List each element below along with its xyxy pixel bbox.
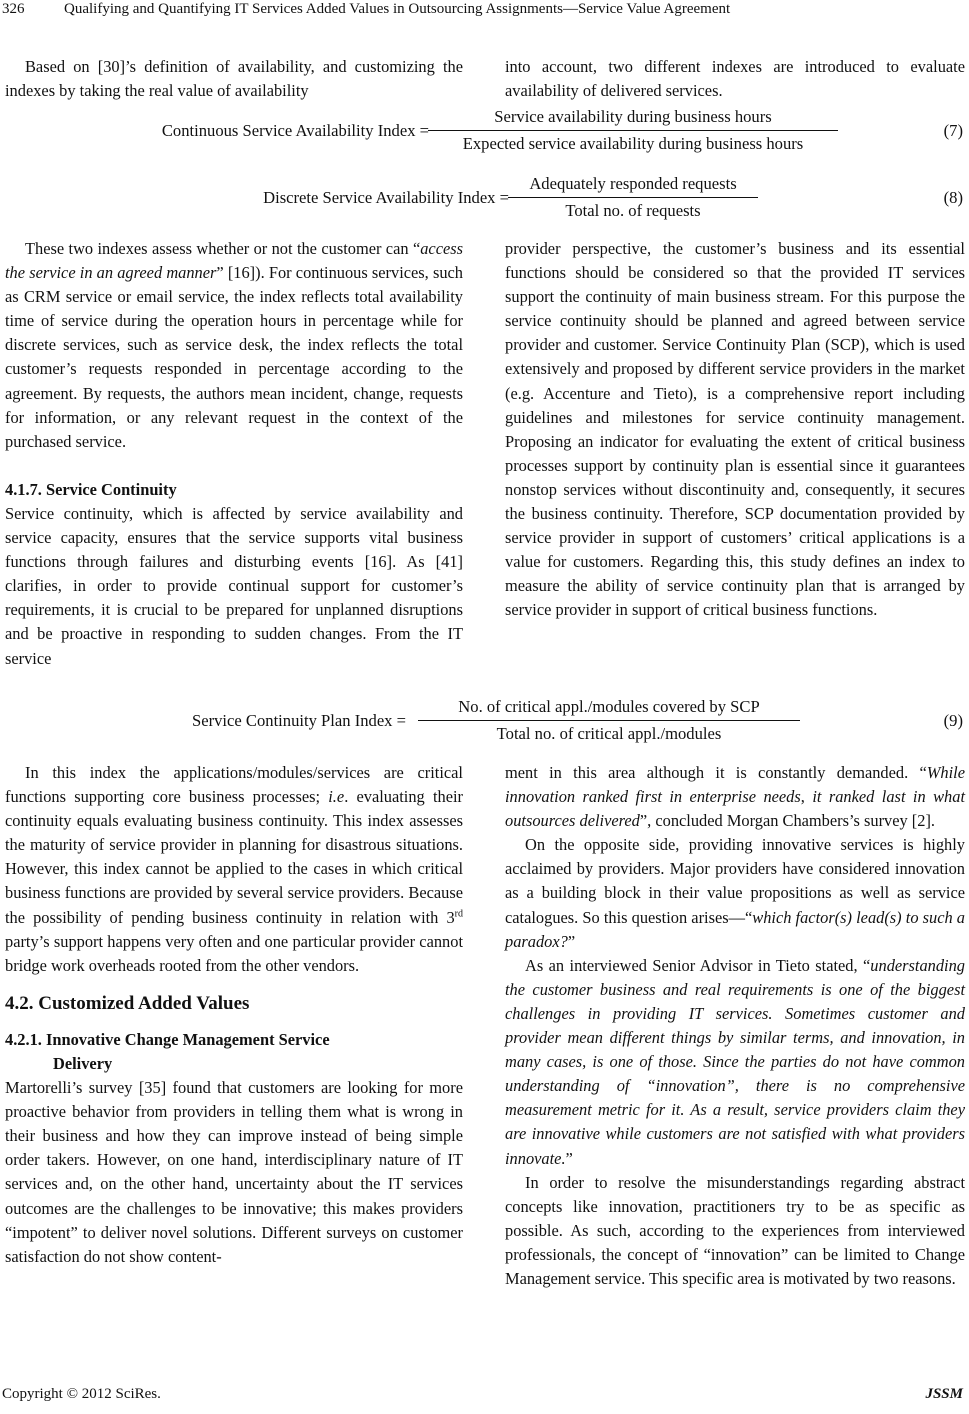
page-footer [0,1384,969,1408]
section-heading: 4.2. Customized Added Values [5,992,250,1014]
fraction-bar [418,720,800,721]
equation-9-fraction [418,696,800,745]
top-left-paragraph: Based on [30]’s definition of availability, and customizing the indexes by taking the real value of availability [5,57,463,101]
subsection-heading-continued: Delivery [53,1053,113,1073]
equation-8-denominator: Total no. of requests [565,201,701,220]
paragraph: provider perspective, the customer’s business and its essential functions should be considered so that the provided IT services support the continuity of main business stream. For this purpose the service continuity should be planned and agreed between service provider and customer. Service Continuity Plan (SCP), which is used extensively and proposed by different service providers in the market (e.g. Accenture and Tieto), is a comprehensive report including guidelines and milestones for service continuity management. Proposing an indicator for evaluating the extent of critical business processes support by continuity plan is essential since it guarantees nonstop services without discontinuity and, consequently, it secures the business continuity. Therefore, SCP documentation provided by service provider in support of customers’ critical applications is a value for customers. Regarding this, this study defines an index to measure the ability of service continuity plan that is arranged by service provider in support of critical business functions. [505,239,965,620]
equation-8 [0,173,969,225]
bottom-left-column [5,761,463,1269]
fraction-bar [428,130,838,131]
paragraph: In order to resolve the misunderstandings regarding abstract concepts like innovation, practitioners try to be as specific as possible. As such, according to the experiences from interviewed professionals, the concept of “innovation” can be limited to Change Management service. This specific area is motivated by two reasons. [505,1172,965,1288]
middle-left-column [5,237,463,671]
running-title: Qualifying and Quantifying IT Services Added Values in Outsourcing Assignments—Service Value Agreement [64,1,731,17]
subsection-heading: 4.2.1. Innovative Change Management Service [5,1029,330,1049]
paragraph: These two indexes assess whether or not the customer can “access the service in an agreed manner” [16]). For continuous services, such as CRM service or email service, the index reflects total availability time of service during the operation hours in percentage while for discrete services, such as service desk, the index reflects the total customer’s requests responded in percentage according to the agreement. By requests, the authors mean incident, change, requests for information, or any relevant request in the context of the purchased service. [5,239,463,451]
journal-name: JSSM [925,1386,963,1402]
equation-7-number: (7) [943,121,963,140]
paragraph: Martorelli’s survey [35] found that customers are looking for more proactive behavior from providers in telling them what is wrong in their business and how they can improve instead of being simple order takers. However, on one hand, interdisciplinary nature of IT services and, on the other hand, uncertainty about the IT services outcomes are the challenges to be innovative; this makes providers “impotent” to deliver novel solutions. Different surveys on customer satisfaction do not show content- [5,1078,463,1266]
subsection-heading: 4.1.7. Service Continuity [5,479,177,499]
equation-9-number: (9) [943,711,963,730]
middle-right-column [505,237,965,623]
page-number: 326 [2,1,25,17]
equation-7-fraction [428,106,838,155]
paragraph: As an interviewed Senior Advisor in Tieto stated, “understanding the customer business and real requirements is one of the biggest challenges in providing IT services. Sometimes customer and provider mean different things by similar terms, and innovation, in many cases, is one of those. Since the parties do not have common understanding of “innovation”, there is no comprehensive measurement metric for it. As a result, service providers claim they are innovative while customers are not satisfied with what providers innovate.” [505,955,965,1168]
equation-9-numerator: No. of critical appl./modules covered by SCP [458,697,760,716]
paragraph: In this index the applications/modules/services are critical functions supporting core business processes; i.e. evaluating their continuity equals evaluating business continuity. This index assesses the maturity of service provider in planning for disastrous situations. However, this index cannot be applied to the cases in which critical business functions are provided by several service providers. Because the possibility of pending business continuity in relation with 3rd party’s support happens very often and one particular provider cannot bridge work overheads rooted from the other vendors. [5,763,463,975]
equation-8-lhs: Discrete Service Availability Index = [263,188,509,207]
equation-9-denominator: Total no. of critical appl./modules [496,724,722,743]
equation-9-lhs: Service Continuity Plan Index = [192,711,406,730]
paragraph: ment in this area although it is constantly demanded. “While innovation ranked first in enterprise needs, it ranked last in what outsources delivered”, concluded Morgan Chambers’s survey [2]. [505,763,965,831]
fraction-bar [508,197,758,198]
running-header [0,0,969,24]
bottom-right-column [505,761,965,1291]
equation-7-lhs: Continuous Service Availability Index = [161,121,429,140]
equation-7-denominator: Expected service availability during business hours [462,134,804,153]
equation-8-fraction [508,173,758,222]
copyright-notice: Copyright © 2012 SciRes. [2,1386,161,1402]
top-right-paragraph: into account, two different indexes are introduced to evaluate availability of delivered services. [505,57,965,101]
equation-8-number: (8) [943,188,963,207]
equation-7 [0,106,969,158]
paragraph: Service continuity, which is affected by service availability and service capacity, ensures that the service supports vital business functions through failures and disturbing events [16]. As [41] clarifies, in order to provide continual support for customer’s requirements, it is crucial to be prepared for unplanned disruptions and be proactive in responding to sudden changes. From the IT service [5,503,463,668]
equation-7-numerator: Service availability during business hours [494,107,772,126]
equation-9 [0,696,969,748]
equation-8-numerator: Adequately responded requests [529,174,737,193]
paragraph: On the opposite side, providing innovative services is highly acclaimed by providers. Major providers have considered innovation as a building block in their value propositions as well as service catalogues. So this question arises—“which factor(s) lead(s) to such a paradox?” [505,835,965,951]
